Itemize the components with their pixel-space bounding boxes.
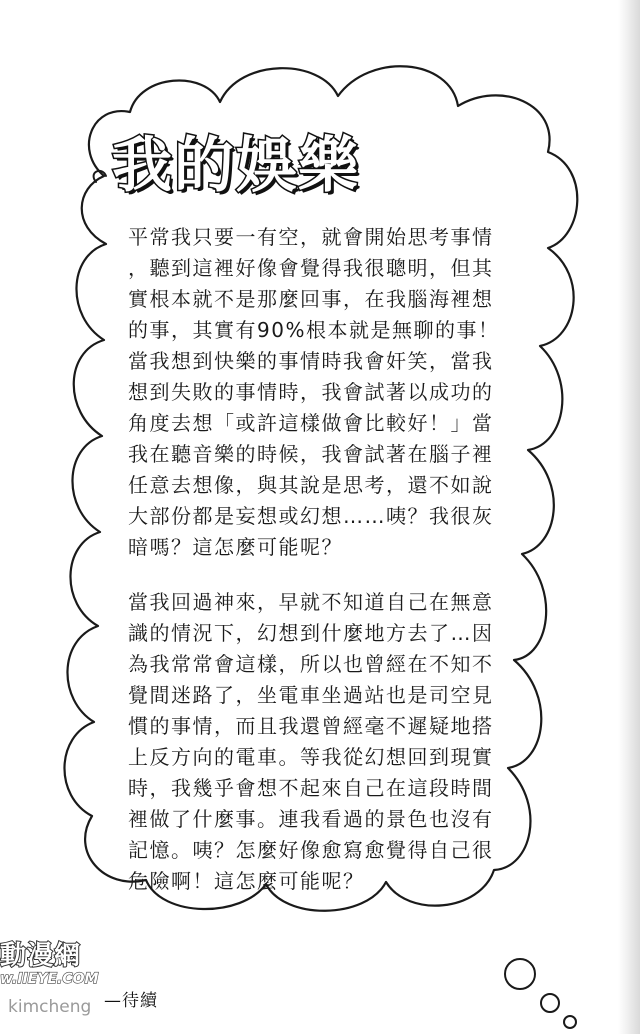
thought-bubble-medium <box>541 994 559 1012</box>
watermark-url: w.IIEYE.COM <box>0 971 99 987</box>
thought-bubble-small <box>564 1016 576 1028</box>
watermark-logo <box>0 935 122 1027</box>
to-be-continued-label: —待續 <box>104 991 158 1011</box>
body-paragraph-1: 平常我只要一有空，就會開始思考事情 ，聽到這裡好像會覺得我很聰明，但其 實根本就不是那麼回事，在我腦海裡想 的事，其實有90%根本就是無聊的事！ 當我想到快樂的事情時我會奸笑，當我 想到失敗的事情時，我會試著以成功的 角度去想「或許這樣做會比較好！」當 我在聽音樂的時候，我會試著在腦子裡 任意去想像，與其說是思考，還不如說 大部份都是妄想或幻想……咦？我很灰 暗嗎？這怎麼可能呢？ <box>128 225 500 559</box>
thought-bubble-large <box>505 959 535 989</box>
watermark-main-text: 動漫網 <box>0 941 82 971</box>
body-paragraph-2: 當我回過神來，早就不知道自己在無意 識的情況下，幻想到什麼地方去了…因 為我常常會這樣，所以也曾經在不知不 覺間迷路了，坐電車坐過站也是司空見 慣的事情，而且我還曾經毫不遲疑地搭 上反方向的電車。等我從幻想回到現實 時，我幾乎會想不起來自己在這段時間 裡做了什麼事。連我看過的景色也沒有 記憶。咦？怎麼好像愈寫愈覺得自己很 危險啊！這怎麼可能呢？ <box>128 590 494 893</box>
watermark-sub: kimcheng <box>8 997 92 1017</box>
page-title: 我的娛樂 <box>112 131 360 201</box>
